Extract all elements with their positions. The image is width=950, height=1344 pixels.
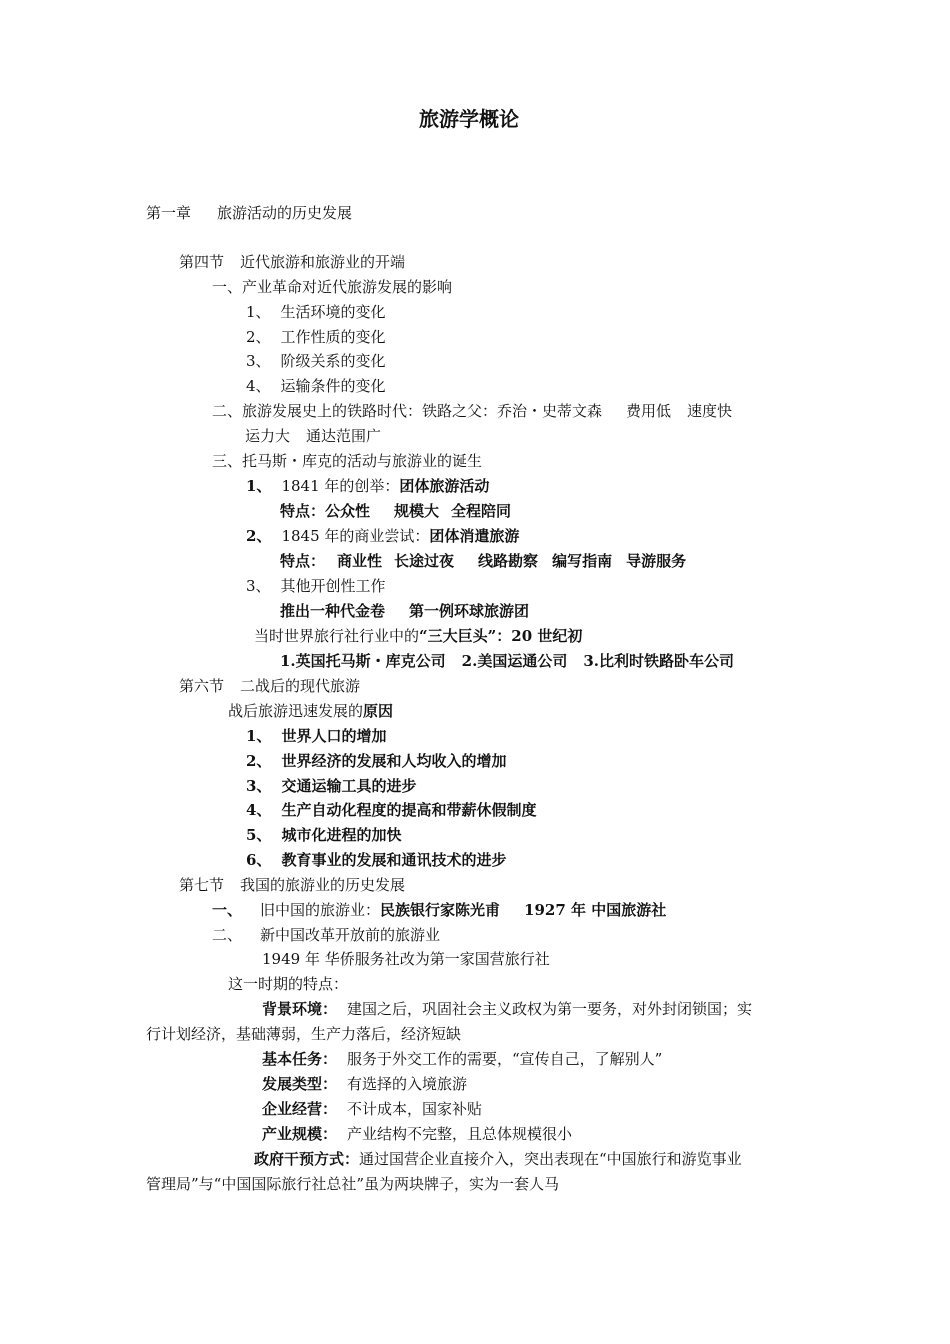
section-title: 二战后的现代旅游	[240, 677, 361, 695]
feature: 线路勘察	[478, 552, 539, 570]
work: 推出一种代金卷	[280, 602, 386, 620]
feature: 编写指南	[552, 552, 613, 570]
feature: 商业性	[337, 552, 383, 570]
item-number: 1、	[246, 727, 272, 745]
item-number: 3、	[246, 777, 272, 795]
feature: 全程陪同	[451, 502, 512, 520]
feature-label: 背景环境：	[262, 1000, 338, 1018]
feature: 规模大	[394, 502, 440, 520]
item-text: 交通运输工具的进步	[281, 777, 417, 795]
railway-era-line	[212, 400, 732, 422]
list-item	[246, 350, 386, 372]
feature-label: 企业经营：	[262, 1100, 338, 1118]
item-text: 世界人口的增加	[281, 727, 387, 745]
item-emphasis: 团体旅游活动	[399, 477, 490, 495]
feature: 公众性	[325, 502, 371, 520]
list-item	[212, 924, 440, 946]
item-text: 工作性质的变化	[280, 328, 386, 346]
item-number: 1、	[246, 303, 271, 321]
item-text: 运输条件的变化	[280, 377, 386, 395]
feature-dev-type	[262, 1073, 467, 1095]
feature-label: 发展类型：	[262, 1075, 338, 1093]
railway-feature: 通达范围广	[306, 427, 382, 445]
list-item	[246, 301, 386, 323]
item-number: 1、	[246, 477, 272, 495]
list-item	[246, 849, 506, 871]
page-title: 旅游学概论	[419, 107, 519, 131]
reasons-heading	[228, 700, 393, 722]
section-7-heading	[179, 874, 405, 896]
subsection-heading: 三、托马斯・库克的活动与旅游业的诞生	[212, 452, 483, 470]
list-item	[212, 899, 666, 921]
list-item	[246, 575, 386, 597]
list-item	[246, 326, 386, 348]
railway-feature: 费用低	[626, 402, 672, 420]
feature-text: 有选择的入境旅游	[347, 1075, 468, 1093]
feature-label: 政府干预方式：	[254, 1150, 360, 1168]
list-item	[246, 375, 386, 397]
item-number: 3、	[246, 352, 271, 370]
big-three-emphasis: “三大巨头”：20 世纪初	[419, 627, 583, 645]
reasons-text: 战后旅游迅速发展的	[228, 702, 364, 720]
feature-label: 基本任务：	[262, 1050, 338, 1068]
company: 1.英国托马斯・库克公司	[280, 652, 446, 670]
companies-line	[280, 650, 734, 672]
item-text: 世界经济的发展和人均收入的增加	[281, 752, 507, 770]
item-number: 2、	[246, 527, 272, 545]
pioneering-works	[280, 600, 529, 622]
item-text: 阶级关系的变化	[280, 352, 386, 370]
section-title: 近代旅游和旅游业的开端	[240, 253, 406, 271]
feature-text: 产业结构不完整，且总体规模很小	[347, 1125, 573, 1143]
item-number: 二、	[212, 926, 243, 944]
feature-text: 建国之后，巩固社会主义政权为第一要务，对外封闭锁国；实	[347, 1000, 753, 1018]
feature: 长途过夜	[394, 552, 455, 570]
feature-government-continuation: 管理局”与“中国国际旅行社总社”虽为两块牌子，实为一套人马	[146, 1175, 560, 1193]
item-emphasis: 团体消遣旅游	[429, 527, 520, 545]
item-emphasis: 民族银行家陈光甫	[380, 901, 501, 919]
chapter-heading	[146, 202, 352, 224]
item-number: 6、	[246, 851, 272, 869]
item-number: 2、	[246, 752, 272, 770]
features-line	[280, 500, 511, 522]
item-number: 一、	[212, 901, 243, 919]
chapter-number: 第一章	[146, 204, 192, 222]
feature-text: 服务于外交工作的需要，“宣传自己，了解别人”	[347, 1050, 663, 1068]
item-emphasis: 1927 年 中国旅游社	[524, 901, 667, 919]
features-label: 特点：	[280, 552, 326, 570]
item-text: 生活环境的变化	[280, 303, 386, 321]
feature-government	[254, 1148, 742, 1170]
subsection-heading: 一、产业革命对近代旅游发展的影响	[212, 278, 453, 296]
list-item	[246, 475, 489, 497]
feature-text: 通过国营企业直接介入，突出表现在“中国旅行和游览事业	[359, 1150, 742, 1168]
feature-background	[262, 998, 752, 1020]
feature-background-continuation: 行计划经济，基础薄弱，生产力落后，经济短缺	[146, 1025, 462, 1043]
section-title: 我国的旅游业的历史发展	[240, 876, 406, 894]
period-features-heading: 这一时期的特点：	[228, 975, 349, 993]
list-item	[246, 824, 401, 846]
item-text: 生产自动化程度的提高和带薪休假制度	[281, 801, 537, 819]
section-4-heading	[179, 251, 405, 273]
features-line	[280, 550, 686, 572]
railway-feature: 运力大	[245, 427, 291, 445]
item-text: 旧中国的旅游业：	[260, 901, 381, 919]
railway-era-continuation	[245, 425, 381, 447]
item-number: 4、	[246, 377, 271, 395]
reasons-emphasis: 原因	[363, 702, 394, 720]
section-6-heading	[179, 675, 360, 697]
big-three-text: 当时世界旅行社行业中的	[254, 627, 420, 645]
section-number: 第四节	[179, 253, 225, 271]
feature-label: 产业规模：	[262, 1125, 338, 1143]
section-number: 第七节	[179, 876, 225, 894]
company: 3.比利时铁路卧车公司	[583, 652, 735, 670]
item-number: 4、	[246, 801, 272, 819]
feature: 导游服务	[626, 552, 687, 570]
big-three-line	[254, 625, 582, 647]
feature-basic-task	[262, 1048, 662, 1070]
list-item	[246, 775, 416, 797]
chapter-title: 旅游活动的历史发展	[217, 204, 353, 222]
item-number: 2、	[246, 328, 271, 346]
list-item	[246, 725, 386, 747]
feature-operation	[262, 1098, 482, 1120]
company: 2.美国运通公司	[461, 652, 568, 670]
feature-scale	[262, 1123, 572, 1145]
item-number: 5、	[246, 826, 272, 844]
item-text: 城市化进程的加快	[281, 826, 402, 844]
item-number: 3、	[246, 577, 271, 595]
year-1949-line: 1949 年 华侨服务社改为第一家国营旅行社	[262, 950, 550, 968]
work: 第一例环球旅游团	[409, 602, 530, 620]
list-item	[246, 750, 506, 772]
railway-feature: 速度快	[687, 402, 733, 420]
item-text: 新中国改革开放前的旅游业	[260, 926, 441, 944]
list-item	[246, 525, 519, 547]
item-text: 教育事业的发展和通讯技术的进步	[281, 851, 507, 869]
section-number: 第六节	[179, 677, 225, 695]
railway-era-text: 二、旅游发展史上的铁路时代：铁路之父：乔治・史蒂文森	[212, 402, 603, 420]
features-label: 特点：	[280, 502, 326, 520]
list-item	[246, 799, 536, 821]
feature-text: 不计成本，国家补贴	[347, 1100, 483, 1118]
item-text: 其他开创性工作	[280, 577, 386, 595]
item-text: 1845 年的商业尝试：	[281, 527, 430, 545]
item-text: 1841 年的创举：	[281, 477, 400, 495]
